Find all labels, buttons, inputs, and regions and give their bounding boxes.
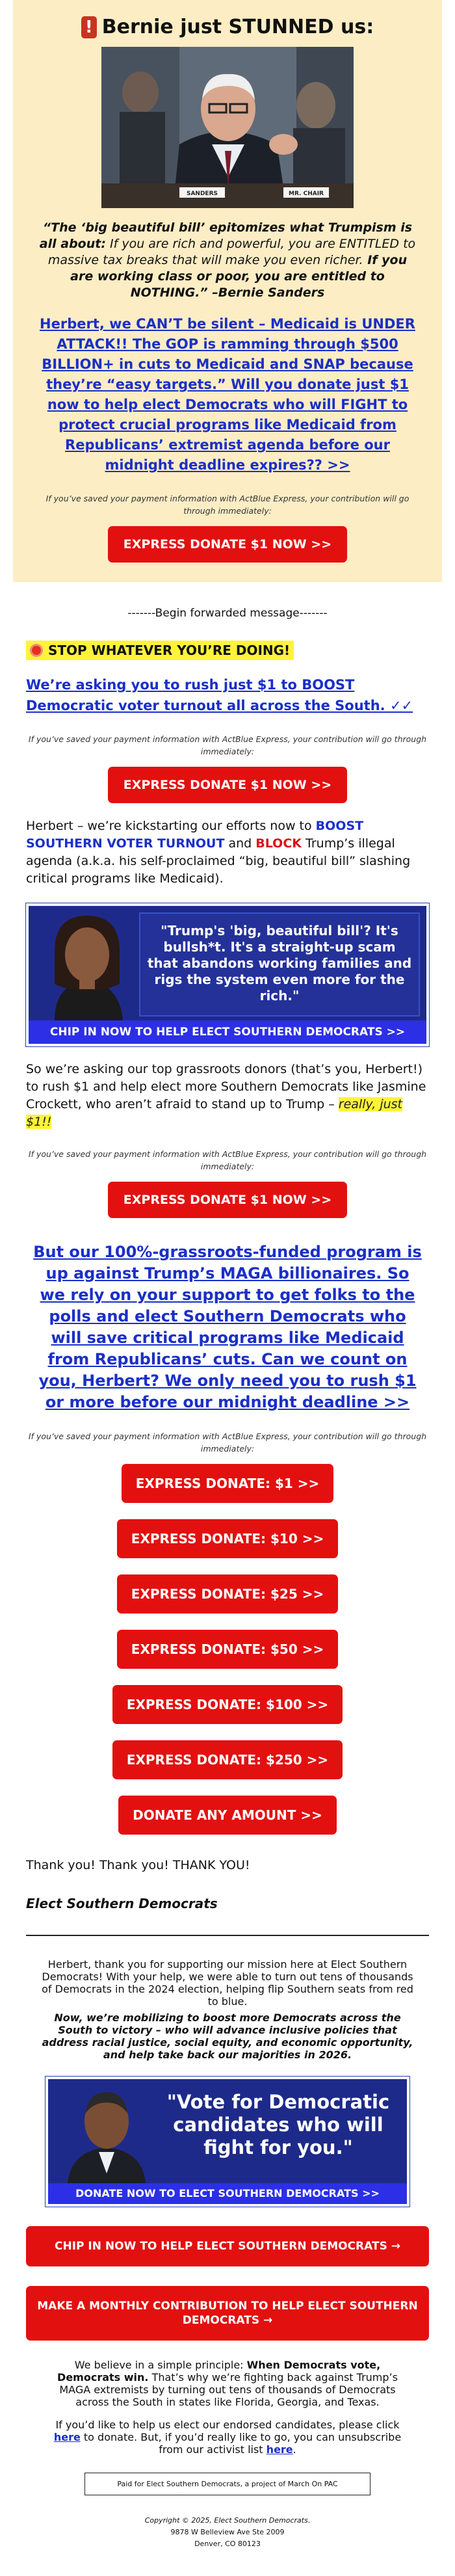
just-one-dollar-highlight: really, just $1!! bbox=[26, 1097, 402, 1129]
hero-title bbox=[36, 14, 419, 40]
unsub-text-c: . bbox=[292, 2443, 296, 2456]
copyright-line: Copyright © 2025, Elect Southern Democrats. bbox=[144, 2516, 311, 2525]
stop-text: STOP WHATEVER YOU’RE DOING! bbox=[48, 643, 291, 658]
actblue-fine-print-4: If you’ve saved your payment information with ActBlue Express, your contribution will go through immediately: bbox=[28, 1431, 427, 1454]
express-donate-1-button-2[interactable]: EXPRESS DONATE $1 NOW >> bbox=[108, 767, 347, 803]
donate-1-button[interactable]: EXPRESS DONATE: $1 >> bbox=[122, 1464, 334, 1503]
donate-now-strip: DONATE NOW TO ELECT SOUTHERN DEMOCRATS >> bbox=[48, 2183, 407, 2204]
chip-in-strip: CHIP IN NOW TO HELP ELECT SOUTHERN DEMOCRATS >> bbox=[29, 1020, 426, 1044]
quote-open: “The ‘big beautiful bill’ epitomizes what Trumpism is all about: bbox=[39, 220, 413, 251]
kickstart-paragraph bbox=[26, 817, 429, 888]
thank-you-line: Thank you! Thank you! THANK YOU! bbox=[26, 1858, 250, 1872]
actblue-fine-print-2: If you’ve saved your payment information with ActBlue Express, your contribution will go through immediately: bbox=[28, 734, 427, 756]
forward-separator: -------Begin forwarded message------- bbox=[127, 607, 328, 620]
express-donate-1-button[interactable]: EXPRESS DONATE $1 NOW >> bbox=[108, 526, 347, 563]
address-line-1: 9878 W Belleview Ave Ste 2009 bbox=[170, 2528, 285, 2536]
monthly-contribution-button[interactable]: MAKE A MONTHLY CONTRIBUTION TO HELP ELECT SOUTHERN DEMOCRATS → bbox=[26, 2286, 429, 2341]
principle-text-c: That’s why we’re fighting back against Trump’s MAGA extremists by turning out tens of thousands of Democrats across the South in states like Florida, Georgia, and Texas. bbox=[59, 2371, 398, 2408]
sanders-quote bbox=[36, 220, 419, 301]
crockett-portrait bbox=[29, 906, 146, 1020]
signature: Elect Southern Democrats bbox=[26, 1896, 218, 1911]
email-body bbox=[13, 0, 442, 2550]
block-emphasis: BLOCK bbox=[255, 836, 302, 851]
boost-turnout-emphasis: BOOST SOUTHERN VOTER TURNOUT bbox=[26, 819, 364, 851]
address-line-2: Denver, CO 80123 bbox=[194, 2540, 261, 2548]
actblue-fine-print-3: If you’ve saved your payment information with ActBlue Express, your contribution will go through immediately: bbox=[28, 1149, 427, 1171]
para2-text-a: So we’re asking our top grassroots donors (that’s you, Herbert!) to rush $1 and help elect more Southern Democrats like Jasmine Crockett, who aren’t afraid to stand up to Trump – bbox=[26, 1062, 426, 1111]
hero-title-text: Bernie just STUNNED us: bbox=[101, 16, 374, 38]
bernie-photo bbox=[101, 47, 354, 208]
nameplate-left: SANDERS bbox=[186, 191, 218, 197]
donate-any-amount-button[interactable]: DONATE ANY AMOUNT >> bbox=[118, 1796, 337, 1835]
donation-amount-buttons bbox=[13, 1464, 442, 1835]
obama-quote: "Vote for Democratic candidates who will fight for you." bbox=[166, 2091, 390, 2158]
obama-quote-banner[interactable] bbox=[46, 2077, 410, 2207]
mobilizing-paragraph: Now, we’re mobilizing to boost more Democrats across the South to victory – who will advance inclusive policies that address racial justice, social equity, and economic opportunity, and help take back our majorities in 2026. bbox=[42, 2012, 413, 2061]
donate-50-button[interactable]: EXPRESS DONATE: $50 >> bbox=[117, 1630, 338, 1669]
billionaires-donate-link[interactable]: But our 100%-grassroots-funded program is up against Trump’s MAGA billionaires. So we rely on your support to get folks to the polls and elect Southern Democrats who will save critical programs like Medicaid from Republicans’ cuts. Can we count on you, Herbert? We only need you to rush $1 or more before our midnight deadline >> bbox=[33, 1243, 422, 1411]
grassroots-paragraph bbox=[26, 1061, 429, 1131]
unsub-text-b: to donate. But, if you’d really like to go, you can unsubscribe from our activist list bbox=[80, 2431, 402, 2456]
bernie-photo-illustration bbox=[101, 47, 354, 208]
urgent-donate-link[interactable]: Herbert, we CAN’T be silent – Medicaid is UNDER ATTACK!! The GOP is ramming through $500 BILLION+ in cuts to Medicaid and SNAP because they’re “easy targets.” Will you donate just $1 now to help elect Democrats who will FIGHT to protect crucial programs like Medicaid from Republicans’ extremist agenda before our midnight deadline expires?? >> bbox=[40, 316, 415, 473]
crockett-quote: "Trump's 'big, beautiful bill'? It's bullsh*t. It's a straight-up scam that abandons working families and rigs the system even more for the rich." bbox=[139, 912, 420, 1016]
hero-section bbox=[13, 0, 442, 582]
crockett-quote-banner[interactable] bbox=[26, 903, 429, 1046]
unsubscribe-link[interactable]: here bbox=[266, 2443, 293, 2456]
paid-for-disclaimer: Paid for Elect Southern Democrats, a project of March On PAC bbox=[84, 2473, 370, 2495]
footer-divider bbox=[26, 1935, 429, 1936]
stop-banner bbox=[13, 641, 442, 660]
donate-250-button[interactable]: EXPRESS DONATE: $250 >> bbox=[112, 1740, 343, 1779]
donate-25-button[interactable]: EXPRESS DONATE: $25 >> bbox=[117, 1574, 338, 1613]
red-circle-icon bbox=[30, 644, 43, 657]
obama-portrait bbox=[48, 2079, 165, 2183]
quote-attribution: –Bernie Sanders bbox=[207, 285, 325, 300]
quote-bold: If you are working class or poor, you are entitled to NOTHING.” bbox=[70, 253, 408, 300]
copyright-block bbox=[13, 2515, 442, 2550]
principle-emphasis: When Democrats vote, Democrats win. bbox=[57, 2359, 381, 2383]
para1-text-c: and bbox=[224, 836, 256, 851]
chip-in-button[interactable]: CHIP IN NOW TO HELP ELECT SOUTHERN DEMOCRATS → bbox=[26, 2226, 429, 2266]
principle-text-a: We believe in a simple principle: bbox=[74, 2359, 247, 2371]
nameplate-right: MR. CHAIR bbox=[289, 191, 324, 197]
mission-paragraph: Herbert, thank you for supporting our mission here at Elect Southern Democrats! With your help, we were able to turn out tens of thousands of Democrats in the 2024 election, helping flip Southern seats from red to blue. bbox=[42, 1958, 413, 2008]
para1-text-e: Trump’s illegal agenda (a.k.a. his self-proclaimed “big, beautiful bill” slashing critical programs like Medicaid). bbox=[26, 836, 411, 886]
donate-100-button[interactable]: EXPRESS DONATE: $100 >> bbox=[112, 1685, 343, 1724]
donate-here-link[interactable]: here bbox=[53, 2431, 81, 2443]
stop-line bbox=[26, 641, 294, 660]
quote-mid: If you are rich and powerful, you are ENTITLED to massive tax breaks that will make you even richer. bbox=[47, 237, 416, 267]
unsubscribe-paragraph bbox=[52, 2419, 403, 2456]
donate-10-button[interactable]: EXPRESS DONATE: $10 >> bbox=[117, 1519, 338, 1558]
principle-paragraph bbox=[52, 2359, 403, 2408]
turnout-ask-link[interactable]: We’re asking you to rush just $1 to BOOST Democratic voter turnout all across the South. ✓✓ bbox=[26, 677, 413, 713]
express-donate-1-button-3[interactable]: EXPRESS DONATE $1 NOW >> bbox=[108, 1182, 347, 1218]
exclamation-icon: ! bbox=[81, 16, 97, 38]
unsub-text-a: If you’d like to help us elect our endorsed candidates, please click bbox=[55, 2419, 400, 2431]
actblue-fine-print: If you’ve saved your payment information with ActBlue Express, your contribution will go through immediately: bbox=[46, 494, 410, 516]
para1-text-a: Herbert – we’re kickstarting our efforts now to bbox=[26, 819, 316, 833]
